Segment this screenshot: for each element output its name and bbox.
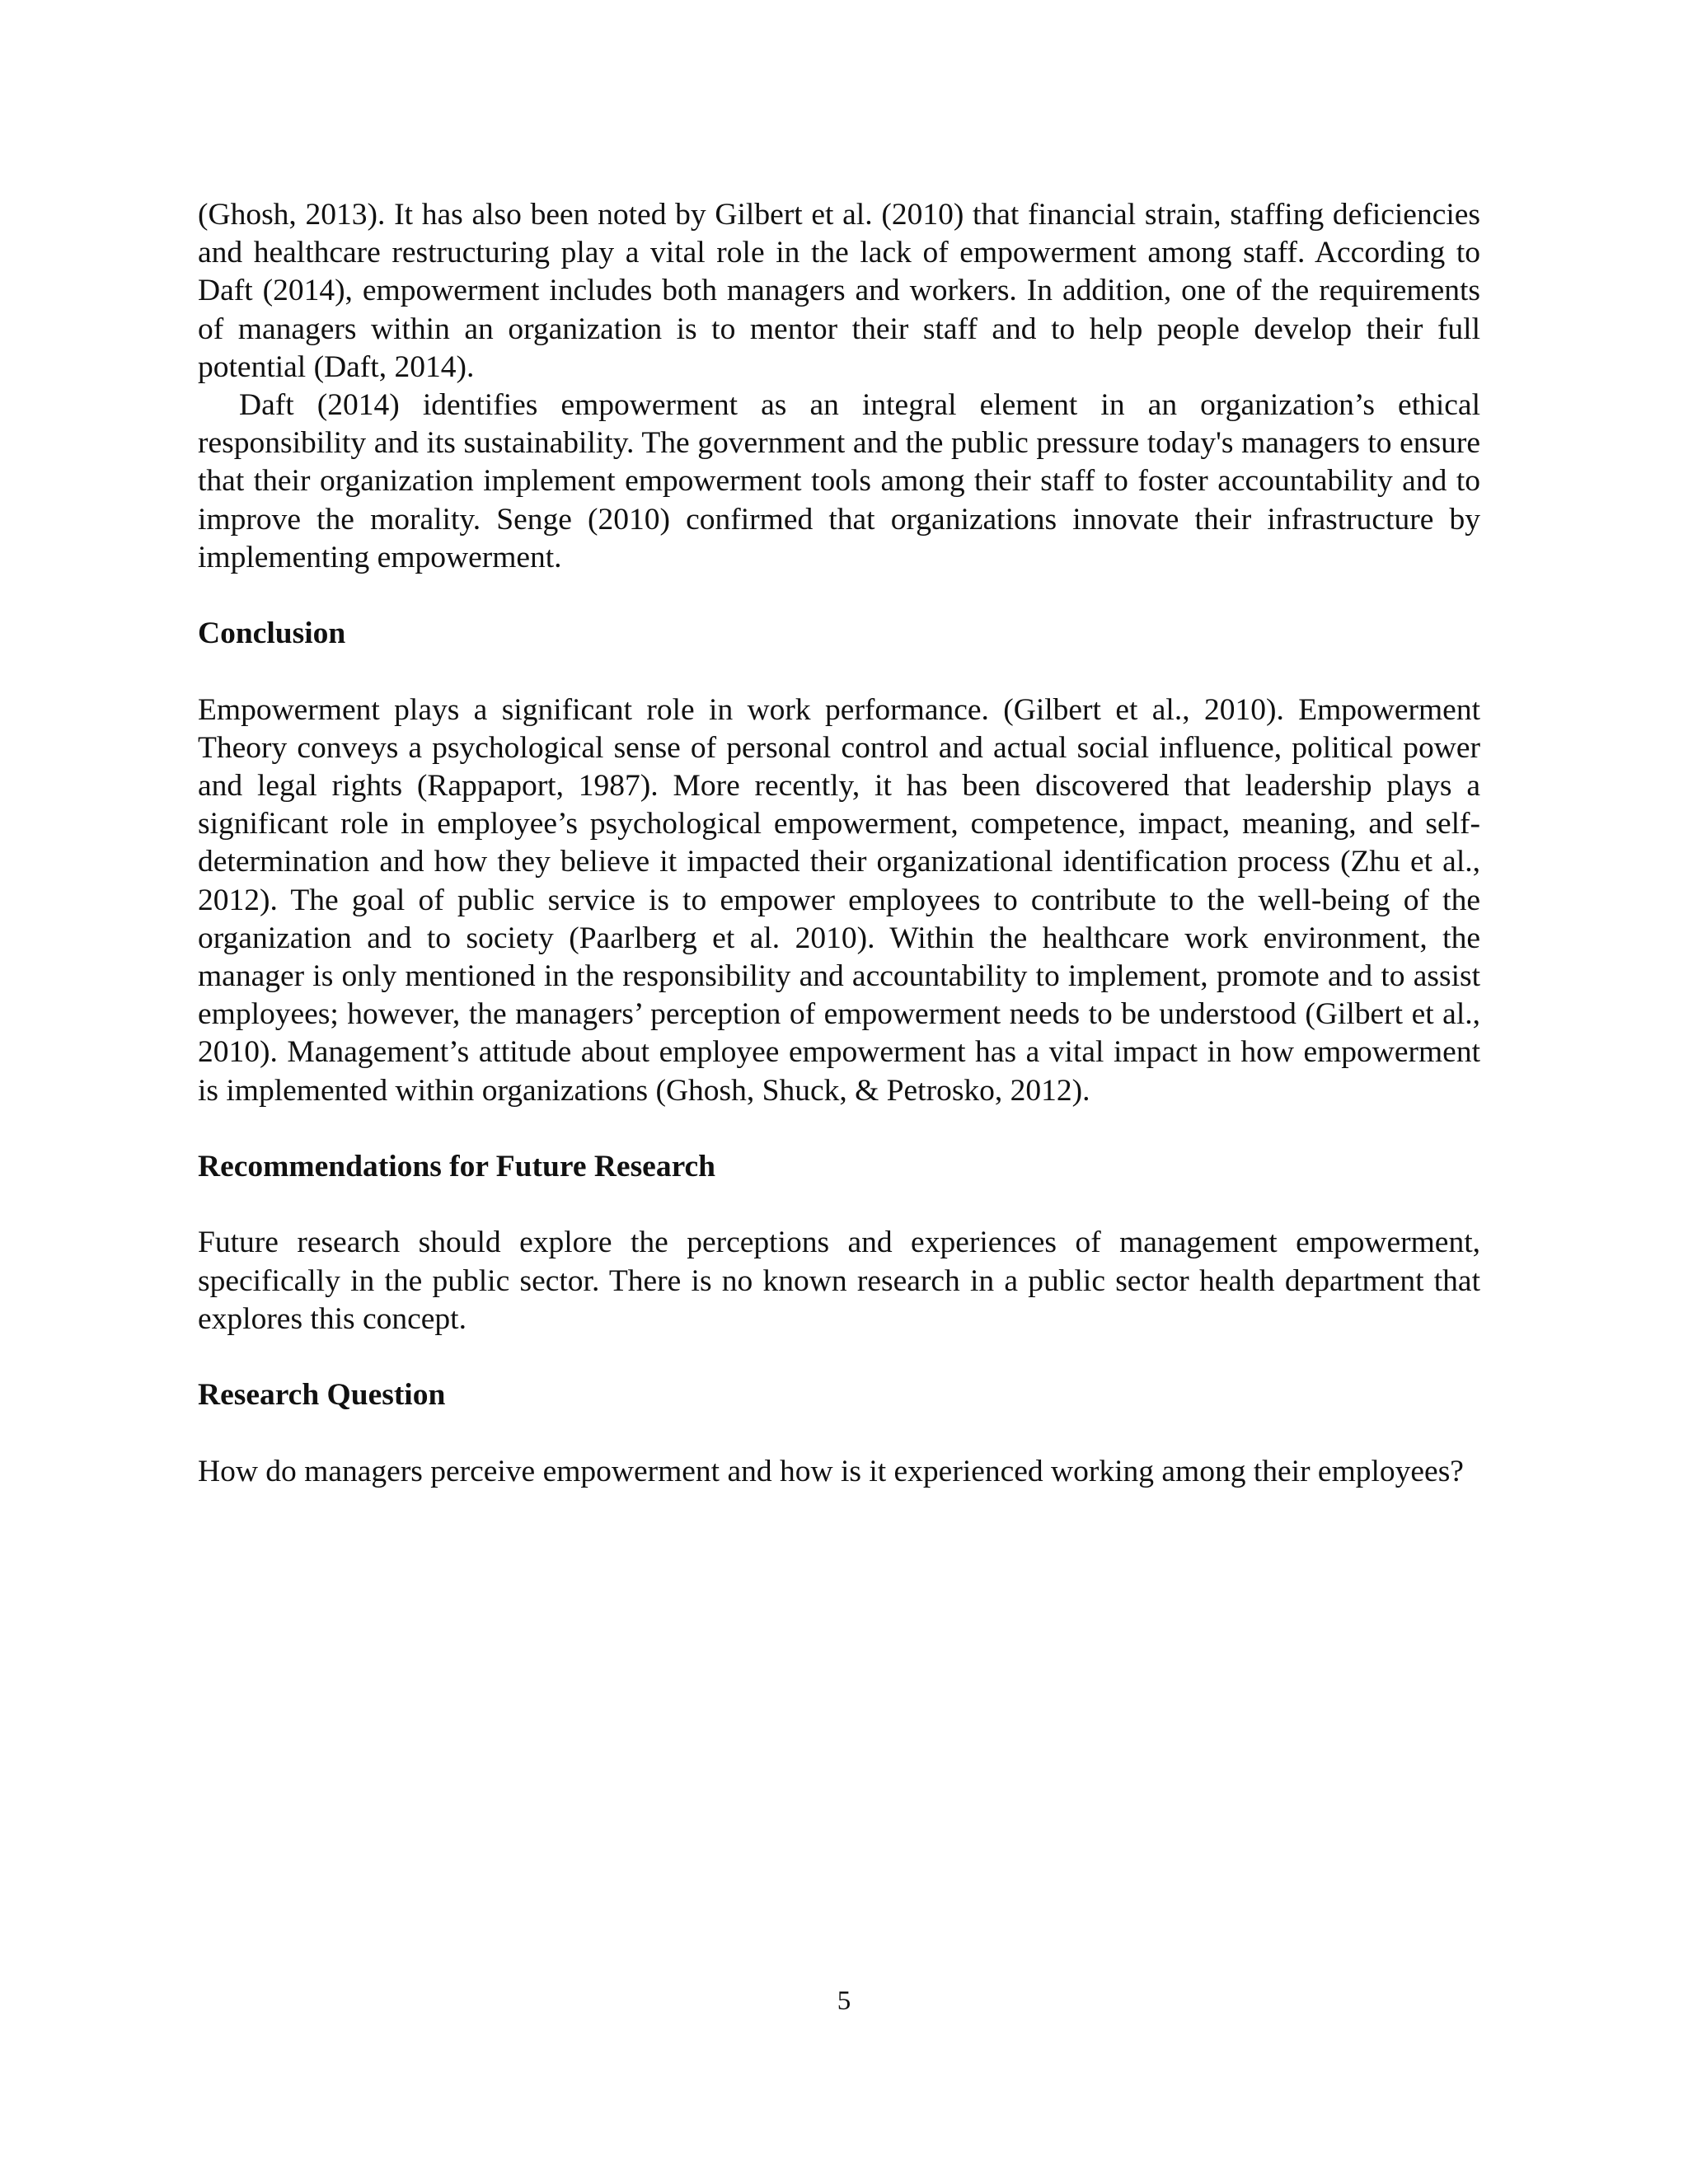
spacer (198, 1414, 1480, 1452)
spacer (198, 1110, 1480, 1148)
paragraph-intro-continuation: (Ghosh, 2013). It has also been noted by Gilbert et al. (2010) that financial strain, staffing deficiencies and healthcare restructuring play a vital role in the lack of empowerment among staff. According to Daft (2014), empowerment includes both managers and workers. In addition, one of the requirements of managers within an organization is to mentor their staff and to help people develop their full potential (Daft, 2014). (198, 198, 1480, 384)
heading-conclusion: Conclusion (198, 616, 346, 651)
page-number: 5 (837, 1986, 851, 2016)
document-page (198, 196, 1480, 1491)
paragraph-conclusion: Empowerment plays a significant role in work performance. (Gilbert et al., 2010). Empowerment Theory conveys a psychological sense of personal control and actual social influence, political power and legal rights (Rappaport, 1987). More recently, it has been discovered that leadership plays a significant role in employee’s psychological empowerment, competence, impact, meaning, and self-determination and how they believe it impacted their organizational identification process (Zhu et al., 2012). The goal of public service is to empower employees to contribute to the well-being of the organization and to society (Paarlberg et al. 2010). Within the healthcare work environment, the manager is only mentioned in the responsibility and accountability to implement, promote and to assist employees; however, the managers’ perception of empowerment needs to be understood (Gilbert et al., 2010). Management’s attitude about employee empowerment has a vital impact in how empowerment is implemented within organizations (Ghosh, Shuck, & Petrosko, 2012). (198, 692, 1480, 1108)
paragraph-daft: Daft (2014) identifies empowerment as an integral element in an organization’s ethical responsibility and its sustainability. The government and the public pressure today's managers to ensure that their organization implement empowerment tools among their staff to foster accountability and to improve the morality. Senge (2010) confirmed that organizations innovate their infrastructure by implementing empowerment. (198, 388, 1480, 574)
spacer (198, 1338, 1480, 1376)
paragraph-future-research: Future research should explore the perceptions and experiences of management empowerment, specifically in the public sector. There is no known research in a public sector health department that explores this concept. (198, 1226, 1480, 1336)
spacer (198, 653, 1480, 691)
paragraph-research-question: How do managers perceive empowerment and how is it experienced working among their employees? (198, 1454, 1464, 1488)
spacer (198, 1186, 1480, 1224)
heading-research-question: Research Question (198, 1378, 446, 1413)
spacer (198, 577, 1480, 615)
heading-future-research: Recommendations for Future Research (198, 1150, 716, 1184)
